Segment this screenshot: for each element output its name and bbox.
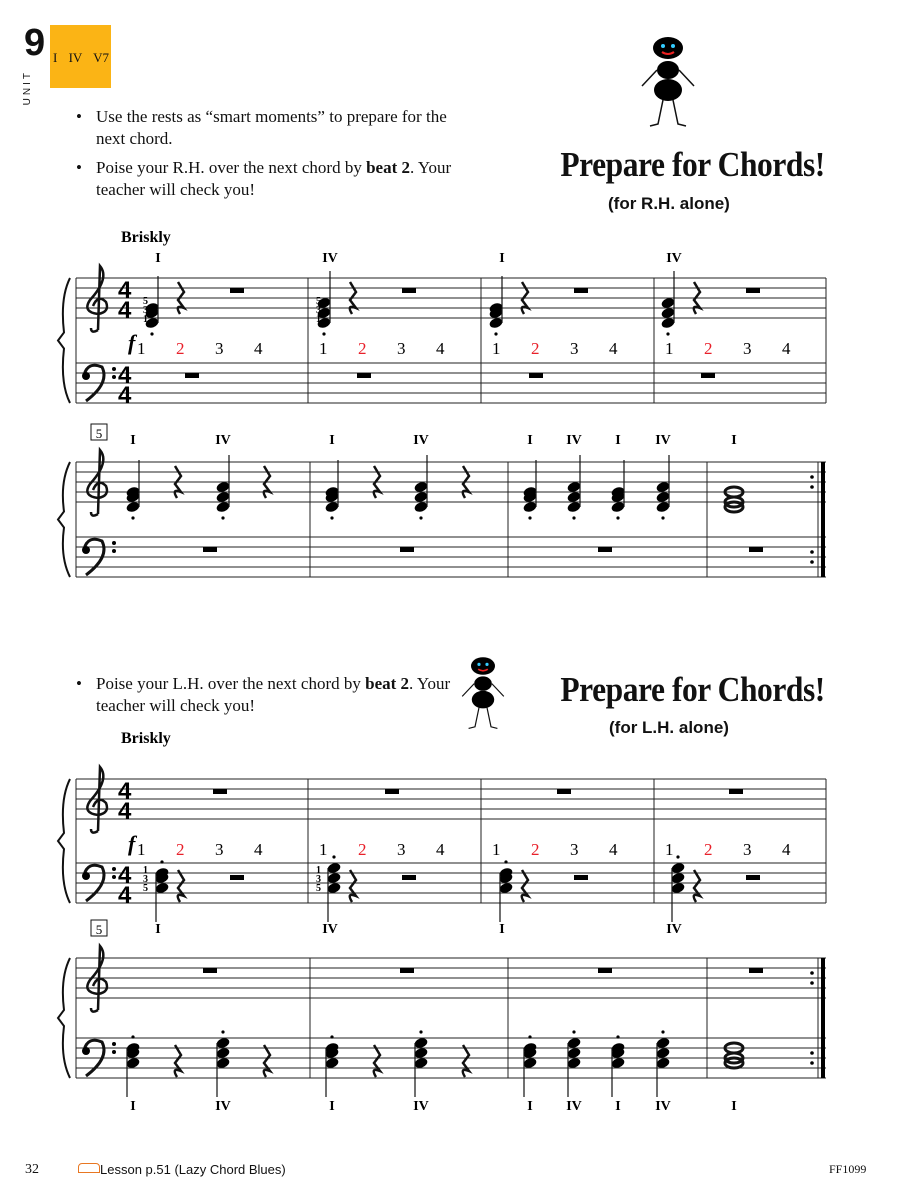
measure-number: 5 bbox=[95, 426, 103, 441]
page-number: 32 bbox=[25, 1162, 39, 1177]
unit-label: UNIT bbox=[22, 70, 33, 106]
beat-count: 4 bbox=[609, 339, 618, 358]
chord-symbol: IV bbox=[666, 922, 682, 937]
beat-count: 3 bbox=[570, 840, 579, 859]
fingering-number: 1 bbox=[316, 314, 321, 325]
beat-count: 2 bbox=[704, 840, 713, 859]
treble-clef-icon bbox=[87, 767, 107, 833]
beat-count: 3 bbox=[397, 840, 406, 859]
chord-symbol: I bbox=[731, 1099, 737, 1114]
whole-rest bbox=[746, 288, 760, 293]
chord-symbol: I bbox=[731, 433, 737, 448]
lesson-link: Lesson p.51 (Lazy Chord Blues) bbox=[100, 1162, 286, 1177]
staccato-dot bbox=[221, 516, 224, 519]
whole-rest bbox=[230, 875, 244, 880]
whole-rest bbox=[557, 789, 571, 794]
robot-eye bbox=[477, 663, 480, 666]
repeat-dot bbox=[810, 485, 814, 489]
fingering-number: 1 bbox=[143, 865, 148, 876]
fingering-number: 1 bbox=[143, 314, 148, 325]
bass-clef-dot bbox=[112, 867, 116, 871]
staccato-dot bbox=[528, 1035, 531, 1038]
robot-illustration bbox=[462, 657, 504, 728]
repeat-dot bbox=[810, 971, 814, 975]
beat-count: 1 bbox=[319, 339, 328, 358]
chord-symbol: IV bbox=[655, 433, 671, 448]
instructions-lh bbox=[76, 673, 456, 724]
bullet-item: • Poise your R.H. over the next chord by beat 2. Your teacher will check you! bbox=[76, 157, 456, 201]
chord-symbol: I bbox=[527, 433, 533, 448]
whole-rest bbox=[213, 789, 227, 794]
staccato-dot bbox=[661, 516, 664, 519]
whole-rest bbox=[701, 373, 715, 378]
chord-symbol: I bbox=[130, 1099, 136, 1114]
beat-count: 4 bbox=[782, 339, 791, 358]
fingering-number: 1 bbox=[316, 865, 321, 876]
beat-count: 1 bbox=[665, 840, 674, 859]
chord-symbol: I bbox=[155, 251, 161, 266]
fingering-number: 5 bbox=[316, 296, 321, 307]
bass-clef-dot bbox=[112, 541, 116, 545]
beat-count: 3 bbox=[397, 339, 406, 358]
beat-count: 3 bbox=[215, 339, 224, 358]
chord-symbol: IV bbox=[215, 433, 231, 448]
whole-rest bbox=[574, 288, 588, 293]
whole-rest bbox=[598, 968, 612, 973]
robot-body bbox=[654, 79, 682, 101]
title-rh: Prepare for Chords! bbox=[560, 145, 825, 184]
bullet-item: • Poise your L.H. over the next chord by beat 2. Your teacher will check you! bbox=[76, 673, 456, 717]
brace bbox=[58, 278, 70, 403]
brace bbox=[58, 462, 70, 577]
chord-symbol: I bbox=[130, 433, 136, 448]
quarter-rest bbox=[178, 870, 184, 902]
chord-symbol: I bbox=[615, 433, 621, 448]
quarter-rest bbox=[694, 870, 700, 902]
book-icon bbox=[78, 1163, 100, 1173]
time-signature: 4 bbox=[118, 798, 132, 825]
unit-chords-badge: I IV V7 bbox=[50, 25, 111, 88]
robot-illustration bbox=[642, 37, 694, 126]
beat-count: 2 bbox=[358, 840, 367, 859]
fingering-number: 3 bbox=[143, 874, 148, 885]
fingering-number: 5 bbox=[316, 883, 321, 894]
time-signature: 4 bbox=[118, 297, 132, 324]
bass-clef-dot bbox=[112, 875, 116, 879]
chord-symbol: IV bbox=[566, 433, 582, 448]
staccato-dot bbox=[616, 516, 619, 519]
chord-symbol: I bbox=[615, 1099, 621, 1114]
bass-clef-dot bbox=[82, 872, 90, 880]
bullet-item: • Use the rests as “smart moments” to prepare for the next chord. bbox=[76, 106, 456, 150]
beat-count: 4 bbox=[254, 840, 263, 859]
staccato-dot bbox=[494, 332, 497, 335]
chord-symbol: IV bbox=[413, 1099, 429, 1114]
bass-clef-dot bbox=[82, 1047, 90, 1055]
tempo-marking: Briskly bbox=[121, 730, 171, 747]
time-signature: 4 bbox=[118, 862, 132, 889]
staccato-dot bbox=[616, 1035, 619, 1038]
beat-count: 1 bbox=[665, 339, 674, 358]
chord-symbol: I bbox=[499, 251, 505, 266]
whole-rest bbox=[574, 875, 588, 880]
beat-count: 1 bbox=[492, 339, 501, 358]
beat-count: 2 bbox=[176, 840, 185, 859]
beat-count: 3 bbox=[743, 840, 752, 859]
beat-count: 4 bbox=[254, 339, 263, 358]
whole-rest bbox=[746, 875, 760, 880]
bass-clef-dot bbox=[112, 1050, 116, 1054]
whole-rest bbox=[203, 968, 217, 973]
beat-count: 3 bbox=[215, 840, 224, 859]
fingering-number: 5 bbox=[143, 296, 148, 307]
repeat-dot bbox=[810, 1061, 814, 1065]
staccato-dot bbox=[676, 855, 679, 858]
fingering-number: 3 bbox=[316, 305, 321, 316]
quarter-rest bbox=[463, 1045, 469, 1077]
time-signature: 4 bbox=[118, 882, 132, 909]
staccato-dot bbox=[150, 332, 153, 335]
bass-clef-dot bbox=[112, 1042, 116, 1046]
repeat-dot bbox=[810, 475, 814, 479]
lesson-reference[interactable] bbox=[78, 1162, 286, 1177]
fingering-number: 3 bbox=[316, 874, 321, 885]
final-barline bbox=[821, 462, 825, 577]
fingering-number: 5 bbox=[143, 883, 148, 894]
quarter-rest bbox=[522, 870, 528, 902]
chord-symbol: IV bbox=[215, 1099, 231, 1114]
beat-count: 4 bbox=[782, 840, 791, 859]
whole-rest bbox=[529, 373, 543, 378]
quarter-rest bbox=[350, 870, 356, 902]
final-barline bbox=[821, 958, 825, 1078]
bass-clef-dot bbox=[112, 375, 116, 379]
time-signature: 4 bbox=[118, 382, 132, 409]
brace bbox=[58, 958, 70, 1078]
title-lh: Prepare for Chords! bbox=[560, 670, 825, 709]
whole-rest bbox=[185, 373, 199, 378]
chord-symbol: IV bbox=[666, 251, 682, 266]
staccato-dot bbox=[419, 1030, 422, 1033]
subtitle-rh: (for R.H. alone) bbox=[608, 194, 730, 213]
beat-count: 4 bbox=[609, 840, 618, 859]
staccato-dot bbox=[572, 516, 575, 519]
bass-clef-dot bbox=[82, 372, 90, 380]
robot-head bbox=[653, 37, 683, 59]
beat-count: 1 bbox=[319, 840, 328, 859]
beat-count: 1 bbox=[137, 840, 146, 859]
dynamic-forte: f bbox=[128, 330, 136, 355]
whole-rest bbox=[402, 875, 416, 880]
staccato-dot bbox=[221, 1030, 224, 1033]
catalog-code: FF1099 bbox=[829, 1162, 867, 1176]
robot-eye bbox=[485, 663, 488, 666]
treble-clef-icon bbox=[87, 450, 107, 516]
beat-count: 3 bbox=[743, 339, 752, 358]
brace bbox=[58, 779, 70, 903]
whole-rest bbox=[749, 547, 763, 552]
chord-symbol: I bbox=[499, 922, 505, 937]
beat-count: 3 bbox=[570, 339, 579, 358]
whole-rest bbox=[598, 547, 612, 552]
whole-rest bbox=[357, 373, 371, 378]
staccato-dot bbox=[332, 855, 335, 858]
beat-count: 2 bbox=[531, 339, 540, 358]
time-signature: 4 bbox=[118, 277, 132, 304]
dynamic-forte: f bbox=[128, 831, 136, 856]
robot-head bbox=[471, 657, 495, 675]
robot-body bbox=[657, 61, 679, 79]
whole-rest bbox=[402, 288, 416, 293]
bass-clef-dot bbox=[82, 546, 90, 554]
whole-rest bbox=[729, 789, 743, 794]
unit-number: 9 bbox=[24, 22, 46, 64]
beat-count: 2 bbox=[358, 339, 367, 358]
chord-symbol: IV bbox=[413, 433, 429, 448]
fingering-number: 3 bbox=[143, 305, 148, 316]
whole-rest bbox=[749, 968, 763, 973]
beat-count: 4 bbox=[436, 339, 445, 358]
beat-count: 1 bbox=[137, 339, 146, 358]
chord-symbol: I bbox=[329, 1099, 335, 1114]
whole-rest bbox=[230, 288, 244, 293]
chord-symbol: IV bbox=[322, 251, 338, 266]
staccato-dot bbox=[661, 1030, 664, 1033]
beat-count: 2 bbox=[531, 840, 540, 859]
staccato-dot bbox=[419, 516, 422, 519]
whole-rest bbox=[400, 547, 414, 552]
subtitle-lh: (for L.H. alone) bbox=[609, 718, 729, 737]
whole-rest bbox=[385, 789, 399, 794]
chord-symbol: IV bbox=[566, 1099, 582, 1114]
staccato-dot bbox=[131, 1035, 134, 1038]
treble-clef-icon bbox=[87, 946, 107, 1012]
tempo-marking: Briskly bbox=[121, 229, 171, 246]
quarter-rest bbox=[264, 1045, 270, 1077]
beat-count: 2 bbox=[176, 339, 185, 358]
bass-clef-dot bbox=[112, 549, 116, 553]
whole-rest bbox=[203, 547, 217, 552]
staccato-dot bbox=[322, 332, 325, 335]
time-signature: 4 bbox=[118, 362, 132, 389]
repeat-dot bbox=[810, 981, 814, 985]
robot-body bbox=[474, 676, 492, 690]
robot-eye bbox=[661, 44, 665, 48]
chord-symbol: I bbox=[527, 1099, 533, 1114]
robot-eye bbox=[671, 44, 675, 48]
quarter-rest bbox=[175, 1045, 181, 1077]
chord-symbol: IV bbox=[655, 1099, 671, 1114]
beat-count: 2 bbox=[704, 339, 713, 358]
bass-clef-dot bbox=[112, 367, 116, 371]
staccato-dot bbox=[330, 1035, 333, 1038]
staccato-dot bbox=[504, 860, 507, 863]
chord-symbol: I bbox=[329, 433, 335, 448]
robot-body bbox=[472, 691, 494, 709]
measure-number: 5 bbox=[95, 922, 103, 937]
treble-clef-icon bbox=[87, 266, 107, 332]
chord-symbol: IV bbox=[322, 922, 338, 937]
repeat-dot bbox=[810, 550, 814, 554]
staccato-dot bbox=[572, 1030, 575, 1033]
staccato-dot bbox=[666, 332, 669, 335]
repeat-dot bbox=[810, 1051, 814, 1055]
beat-count: 1 bbox=[492, 840, 501, 859]
staccato-dot bbox=[160, 860, 163, 863]
staccato-dot bbox=[528, 516, 531, 519]
quarter-rest bbox=[374, 1045, 380, 1077]
repeat-dot bbox=[810, 560, 814, 564]
whole-rest bbox=[400, 968, 414, 973]
time-signature: 4 bbox=[118, 778, 132, 805]
chord-symbol: I bbox=[155, 922, 161, 937]
staccato-dot bbox=[131, 516, 134, 519]
beat-count: 4 bbox=[436, 840, 445, 859]
staccato-dot bbox=[330, 516, 333, 519]
